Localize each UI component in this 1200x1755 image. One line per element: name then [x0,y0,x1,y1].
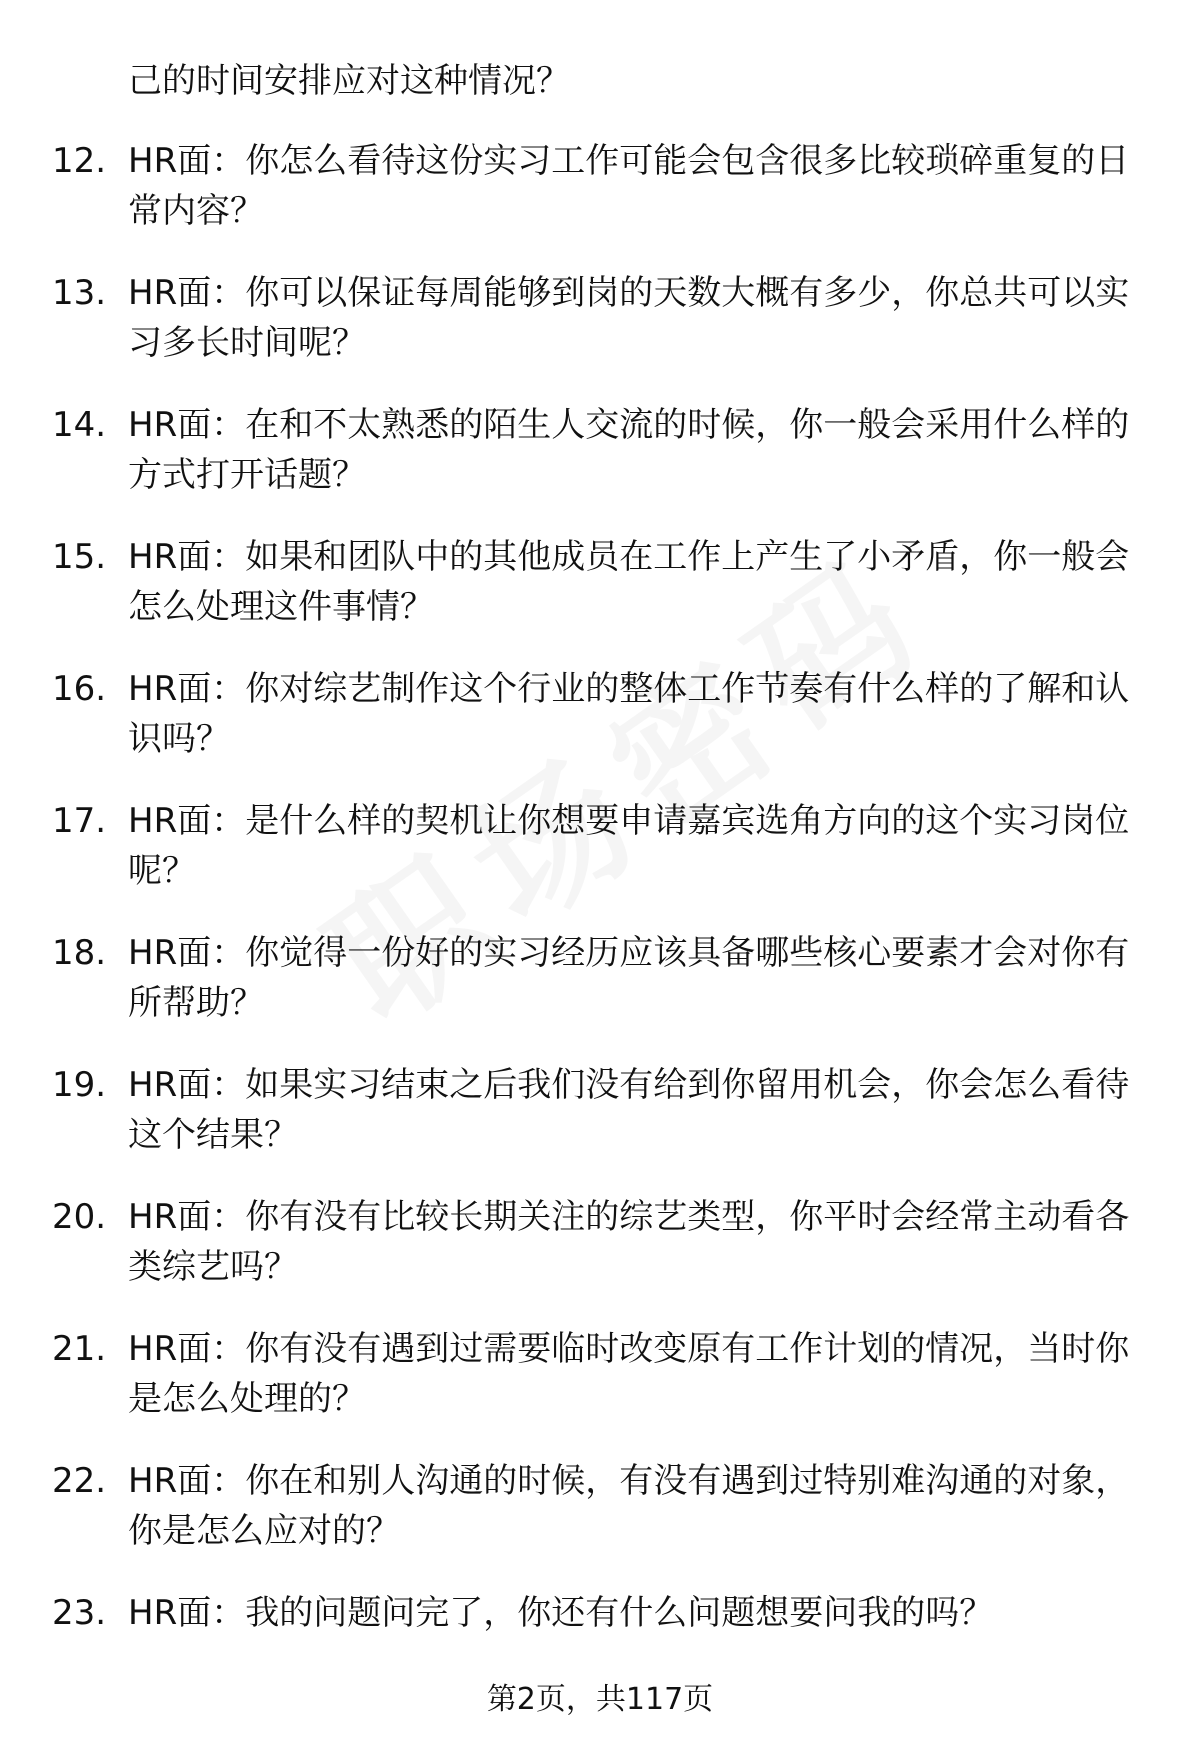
question-number: 20. [52,1197,107,1237]
question-item [0,928,1200,1060]
question-number: 19. [52,1065,107,1105]
question-number: 23. [52,1593,107,1633]
question-text: HR面：如果实习结束之后我们没有给到你留用机会，你会怎么看待这个结果？ [128,1065,1130,1155]
question-number: 14. [52,405,107,445]
question-item [0,1192,1200,1324]
question-number: 12. [52,141,107,181]
question-text: HR面：你觉得一份好的实习经历应该具备哪些核心要素才会对你有所帮助？ [128,933,1130,1023]
question-text: HR面：我的问题问完了，你还有什么问题想要问我的吗？ [128,1593,994,1633]
question-list [0,136,1200,1720]
continuation-text: 己的时间安排应对这种情况？ [128,61,570,101]
question-item [0,136,1200,268]
question-item [0,400,1200,532]
question-item [0,532,1200,664]
question-item [0,268,1200,400]
question-item [0,1060,1200,1192]
question-text: HR面：你可以保证每周能够到岗的天数大概有多少，你总共可以实习多长时间呢？ [128,273,1130,363]
question-number: 18. [52,933,107,973]
question-item [0,796,1200,928]
question-text: HR面：你在和别人沟通的时候，有没有遇到过特别难沟通的对象，你是怎么应对的？ [128,1461,1130,1551]
question-number: 16. [52,669,107,709]
question-number: 15. [52,537,107,577]
question-number: 21. [52,1329,107,1369]
question-item [0,1324,1200,1456]
question-item [0,1456,1200,1588]
page-footer: 第2页，共117页 [486,1682,714,1717]
question-text: HR面：你对综艺制作这个行业的整体工作节奏有什么样的了解和认识吗？ [128,669,1130,759]
question-item [0,664,1200,796]
question-text: HR面：在和不太熟悉的陌生人交流的时候，你一般会采用什么样的方式打开话题？ [128,405,1130,495]
question-number: 13. [52,273,107,313]
question-text: HR面：是什么样的契机让你想要申请嘉宾选角方向的这个实习岗位呢？ [128,801,1130,891]
question-text: HR面：如果和团队中的其他成员在工作上产生了小矛盾，你一般会怎么处理这件事情？ [128,537,1130,627]
question-number: 22. [52,1461,107,1501]
question-text: HR面：你有没有遇到过需要临时改变原有工作计划的情况，当时你是怎么处理的？ [128,1329,1130,1419]
question-text: HR面：你怎么看待这份实习工作可能会包含很多比较琐碎重复的日常内容？ [128,141,1130,231]
question-number: 17. [52,801,107,841]
question-text: HR面：你有没有比较长期关注的综艺类型，你平时会经常主动看各类综艺吗？ [128,1197,1130,1287]
